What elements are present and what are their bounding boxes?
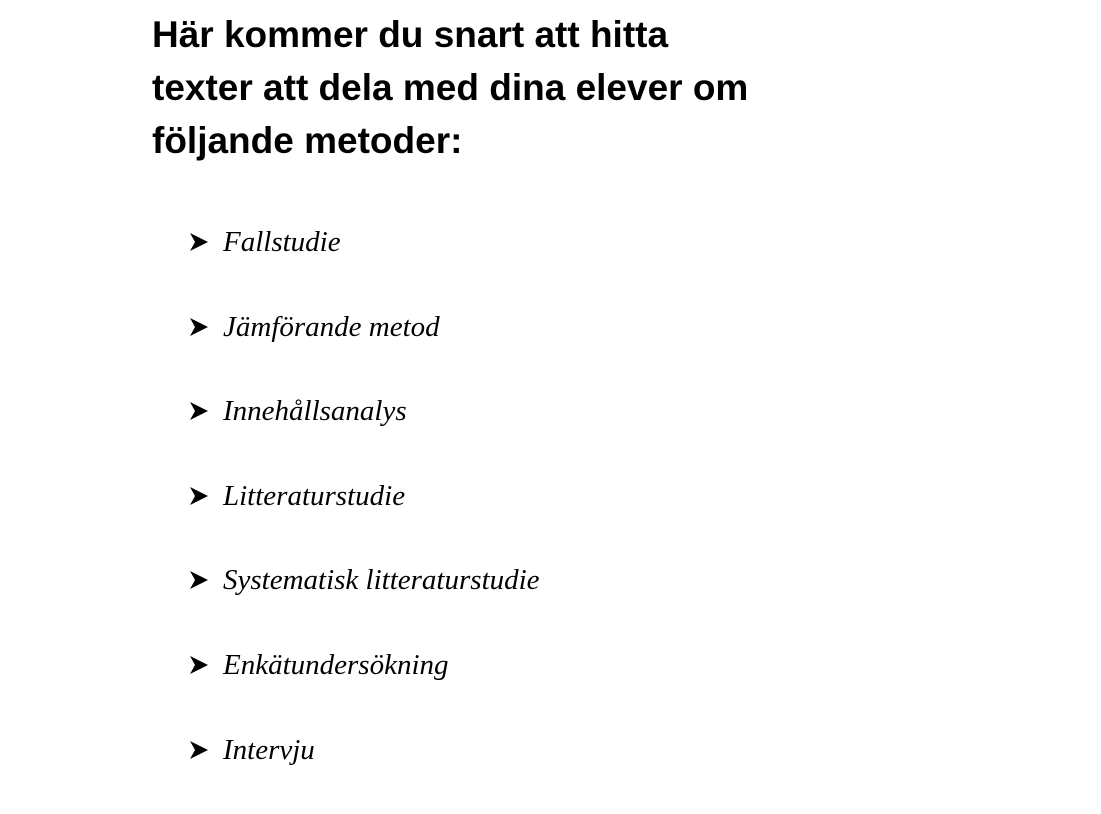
arrowhead-bullet-icon [188, 391, 223, 431]
method-label: Innehållsanalys [223, 395, 407, 428]
heading-line: Här kommer du snart att hitta [152, 14, 669, 55]
list-item [188, 391, 540, 476]
arrowhead-bullet-icon [188, 476, 223, 516]
arrowhead-bullet-icon [188, 560, 223, 600]
arrowhead-bullet-icon [188, 730, 223, 770]
list-item [188, 222, 540, 307]
list-item [188, 730, 540, 814]
method-label: Systematisk litteraturstudie [223, 564, 540, 597]
method-list [188, 222, 540, 814]
method-label: Intervju [223, 733, 315, 766]
list-item [188, 560, 540, 645]
list-item [188, 476, 540, 561]
arrowhead-bullet-icon [188, 307, 223, 347]
page-heading [152, 8, 872, 167]
heading-line: följande metoder: [152, 120, 463, 161]
method-label: Enkätundersökning [223, 648, 449, 681]
method-label: Jämförande metod [223, 310, 440, 343]
heading-line: texter att dela med dina elever om [152, 67, 749, 108]
list-item [188, 307, 540, 392]
arrowhead-bullet-icon [188, 645, 223, 685]
method-label: Fallstudie [223, 226, 341, 258]
method-label: Litteraturstudie [223, 479, 406, 512]
arrowhead-bullet-icon [188, 222, 223, 262]
list-item [188, 645, 540, 730]
